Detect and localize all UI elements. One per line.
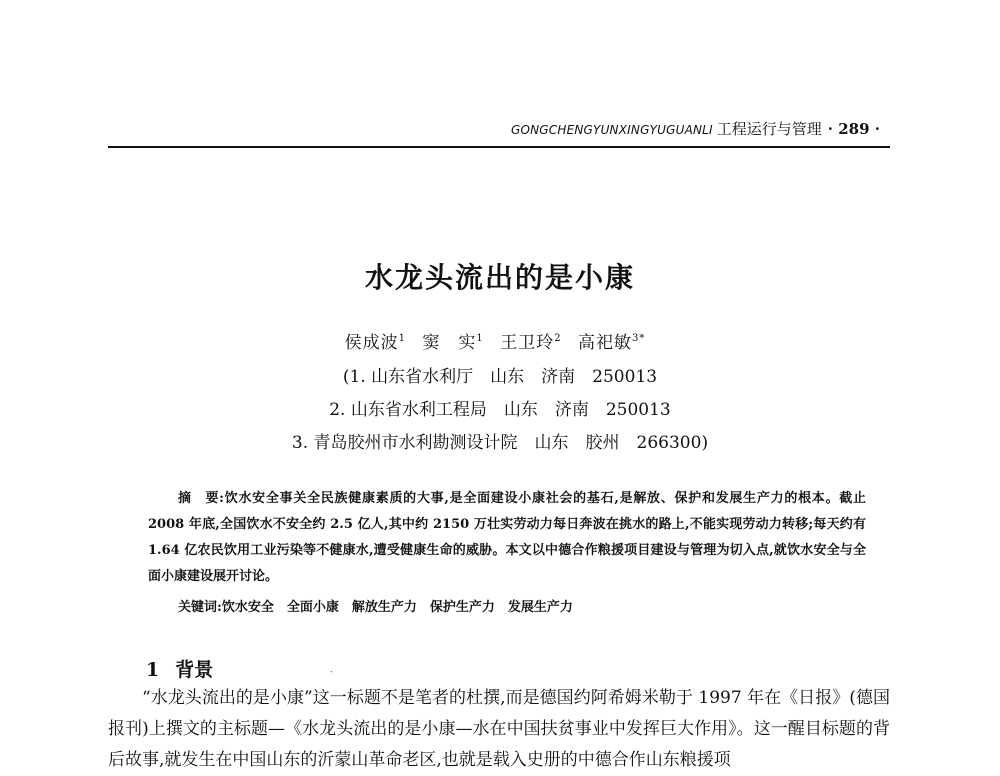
author-affiliation-mark: 1 [398,333,407,345]
author-name: 侯成波 [344,333,399,353]
body-paragraph [108,683,890,776]
section-title: 背景 [175,659,214,681]
journal-chinese-name: 工程运行与管理 [716,120,822,138]
affiliation-3: 3. 青岛胶州市水利勘测设计院 山东 胶州 266300) [291,433,709,453]
author-list [0,328,1000,353]
section-heading [146,655,213,682]
author-affiliation-mark: 3* [631,333,646,345]
author-affiliation-mark: 2 [554,333,562,345]
author-name: 王卫玲 [500,333,555,353]
author-affiliation-mark: 1 [476,333,484,345]
abstract-label: 摘 要: [178,491,224,506]
body-text: “水龙头流出的是小康”这一标题不是笔者的杜撰,而是德国约阿希姆米勒于 1997 年在《日报》(德国报刊)上撰文的主标题—《水龙头流出的是小康—水在中国扶贫事业中发挥巨大作用》。这一醒目标题的背后故事,就发生在中国山东的沂蒙山革命老区,也就是载入史册的中德合作山东粮援项 [108,688,890,770]
keywords [178,596,573,615]
journal-latin-name: GONGCHENGYUNXINGYUGUANLI [510,123,713,137]
section-number: 1 [146,659,160,681]
author-name: 窦 实 [422,333,477,353]
keywords-label: 关键词: [178,600,222,615]
header-rule [108,146,890,148]
article-title: 水龙头流出的是小康 [364,261,635,294]
scan-speck: ˏ [330,662,334,673]
abstract [148,486,866,590]
page-number: · 289 · [827,120,880,138]
author-name: 高祀敏 [577,333,632,353]
abstract-text: 饮水安全事关全民族健康素质的大事,是全面建设小康社会的基石,是解放、保护和发展生产力的根本。截止 2008 年底,全国饮水不安全约 2.5 亿人,其中约 2150 万壮实劳动力每日奔波在挑水的路上,不能实现劳动力转移;每天约有 1.64 亿农民饮用工业污染等不健康水,遭受健康生命的威胁。本文以中德合作粮援项目建设与管理为切入点,就饮水安全与全面小康建设展开讨论。 [148,491,866,584]
keywords-text: 饮水安全 全面小康 解放生产力 保护生产力 发展生产力 [221,600,573,615]
running-header [511,118,880,139]
affiliation-2: 2. 山东省水利工程局 山东 济南 250013 [329,400,671,420]
affiliation-1: (1. 山东省水利厅 山东 济南 250013 [342,367,658,387]
